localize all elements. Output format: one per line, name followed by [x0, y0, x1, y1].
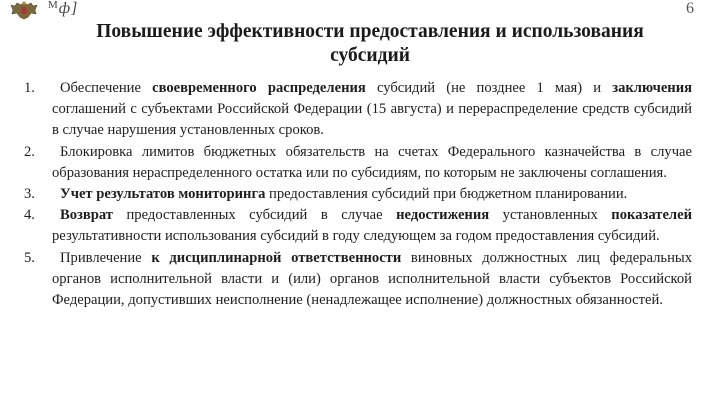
list-item [24, 78, 692, 142]
slide-title: Повышение эффективности предоставления и использования субсидий [96, 21, 644, 66]
list-item-number: 5. [24, 249, 35, 266]
list-item-emphasis: заключения [612, 80, 693, 96]
list-item-emphasis: Возврат [60, 207, 113, 224]
coat-of-arms-icon [9, 0, 39, 20]
list-item-text: Привлечение [60, 249, 152, 266]
list-item-number: 4. [24, 207, 35, 224]
list-item-text: виновных должностных лиц федеральных органов исполнительной власти и (или) органов исполнительной власти субъектов Российской Федерации, допустивших неисполнение (ненадлежащее исполнение) должностных обязанностей. [52, 249, 692, 309]
list-item-emphasis: показателей [611, 207, 692, 224]
list-item [24, 142, 692, 184]
list-item-text: субсидий (не позднее 1 мая) и [365, 80, 613, 96]
list-item [24, 205, 692, 247]
list-item-text: Блокировка лимитов бюджетных обязательств на счетах Федерального казначейства в случае образования нераспределенного остатка или по субсидиям, по которым не заключены соглашения. [52, 143, 692, 181]
list-item-text: Обеспечение [60, 80, 153, 96]
list-item-text: установленных [489, 207, 612, 224]
list-item-number: 1. [24, 80, 35, 96]
list-item-text: предоставленных субсидий в случае [112, 207, 397, 224]
list-item-emphasis: к дисциплинарной ответственности [151, 249, 402, 266]
measures-list [24, 78, 692, 311]
list-item-emphasis: своевременного распределения [152, 80, 366, 96]
list-item-text: соглашений с субъектами Российской Федерации (15 августа) и перераспределение средств субсидий в случае нарушения установленных сроков. [52, 101, 692, 139]
page-number: 6 [686, 0, 694, 17]
list-item-text: результативности использования субсидий в году следующем за годом предоставления субсидий. [52, 228, 660, 245]
list-item-number: 3. [24, 186, 35, 203]
list-item-emphasis: Учет результатов мониторинга [60, 186, 266, 203]
list-item-emphasis: недостижения [396, 207, 490, 224]
list-item-text: предоставления субсидий при бюджетном планировании. [265, 186, 628, 203]
list-item [24, 184, 692, 205]
list-item [24, 248, 692, 312]
ministry-logo-text: $^М$ф] [48, 0, 79, 17]
list-item-number: 2. [24, 143, 35, 160]
